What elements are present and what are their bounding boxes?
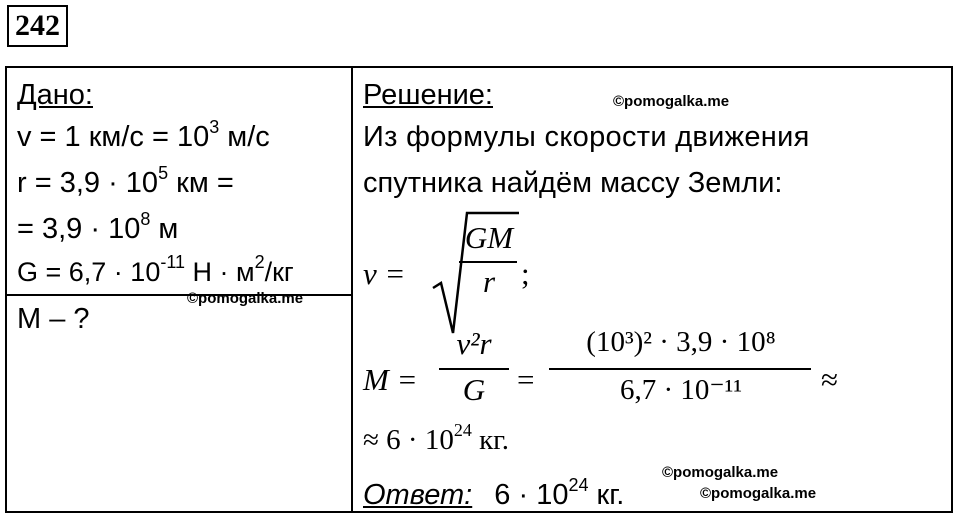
answer-value: $6 \cdot 10^{24}$ кг. [494, 475, 625, 511]
given-line-radius: $r = 3,9 \cdot 10^5$ км = [17, 163, 234, 199]
watermark: ©pomogalka.me [187, 290, 304, 307]
watermark: ©pomogalka.me [662, 464, 779, 481]
watermark: ©pomogalka.me [613, 93, 730, 110]
given-line-radius-m: = $3,9 \cdot 10^8$ м [17, 209, 179, 245]
problem-number: 242 [7, 5, 68, 47]
solution-intro-line2: спутника найдём массу Земли: [363, 167, 783, 199]
given-line-velocity: v = 1 $км/с = 10^3$ м/с [17, 117, 270, 153]
given-line-g: $G = 6,7 \cdot 10^{-11}$ $Н \cdot м^2/кг$ [17, 252, 294, 287]
column-divider [351, 68, 353, 511]
answer-line [363, 475, 625, 512]
solution-heading: Решение: [363, 79, 493, 111]
solution-intro-line1: Из формулы скорости движения [363, 121, 810, 153]
given-heading: Дано: [17, 79, 93, 111]
solution-table: Дано: v = 1 $км/с = 10^3$ м/с $r = 3,9 \cdot 10^5$ км = = $3,9 \cdot 10^8$ м $G = 6,7 \cdot 10^{-11}$ $Н \cdot м^2/кг$ M – ? ©pomogalka.me Решение: ©pomogalka.me Из формулы скорости движения спутника найдём массу Земли: v = GM r ; M = v²r G = (10³)² · 3,9 · 10⁸ 6,7 · 10⁻¹¹ ≈ ≈ $6 \cdot 10^{24}$ кг. ©pomogalka.me Ответ: $6 \cdot 10^{24}$ кг. ©pomogalka.me [5, 66, 953, 513]
watermark: ©pomogalka.me [700, 485, 817, 502]
find-label: M – ? [17, 303, 90, 335]
result-line: ≈ $6 \cdot 10^{24}$ кг. [363, 420, 510, 456]
answer-label: Ответ: [363, 479, 473, 511]
